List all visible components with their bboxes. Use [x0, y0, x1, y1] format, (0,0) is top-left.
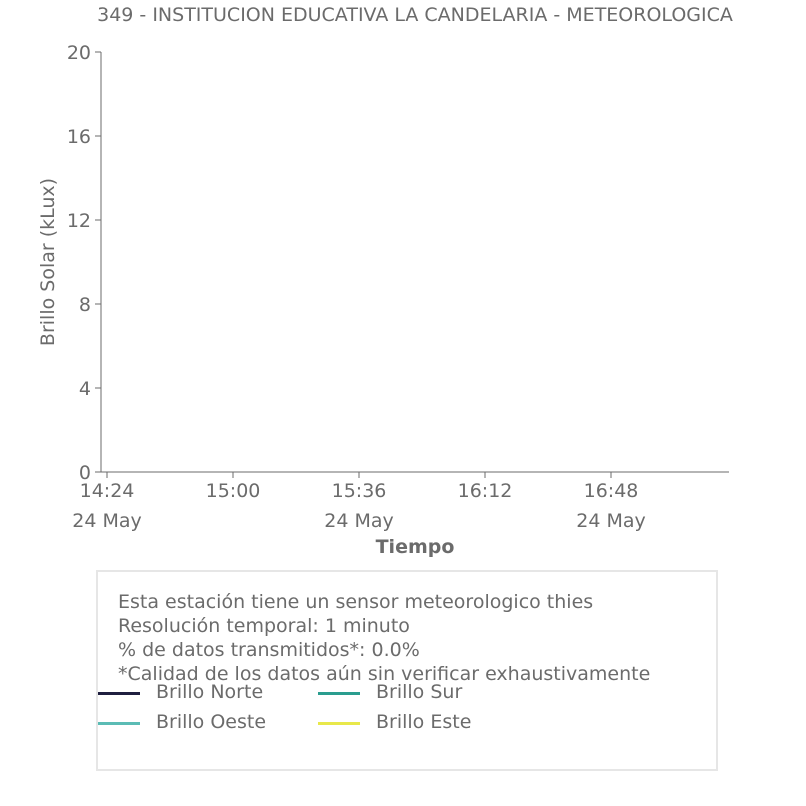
legend-swatch-sur: [318, 692, 360, 695]
legend-label-norte: Brillo Norte: [156, 681, 264, 703]
y-tick-label: 16: [66, 126, 91, 148]
x-tick-date-label: 24 May: [576, 510, 646, 532]
y-tick-label: 0: [78, 462, 91, 484]
chart-title: 349 - INSTITUCION EDUCATIVA LA CANDELARIA - METEOROLOGICA: [97, 4, 733, 26]
y-axis-label: Brillo Solar (kLux): [37, 177, 59, 347]
x-tick-label: 16:12: [457, 480, 513, 502]
legend-swatch-este: [318, 722, 360, 725]
legend-label-sur: Brillo Sur: [376, 681, 463, 703]
info-legend-box: [96, 570, 718, 771]
info-quality-text: *Calidad de los datos aún sin verificar exhaustivamente: [118, 663, 651, 685]
legend-swatch-oeste: [98, 722, 140, 725]
info-sensor-text: Esta estación tiene un sensor meteorologico thies: [118, 591, 594, 613]
legend-label-oeste: Brillo Oeste: [156, 711, 267, 733]
y-tick-label: 20: [66, 42, 91, 64]
x-tick-label: 15:00: [205, 480, 261, 502]
x-axis: [72, 472, 729, 532]
x-tick-label: 14:24: [79, 480, 135, 502]
x-tick-label: 15:36: [331, 480, 387, 502]
x-axis-label: Tiempo: [375, 536, 455, 558]
y-axis: [67, 42, 101, 484]
y-tick-label: 8: [78, 294, 91, 316]
info-transmitted-text: % de datos transmitidos*: 0.0%: [118, 639, 420, 661]
info-resolution-text: Resolución temporal: 1 minuto: [118, 615, 410, 637]
legend-label-este: Brillo Este: [376, 711, 472, 733]
x-tick-date-label: 24 May: [324, 510, 394, 532]
legend-swatch-norte: [98, 692, 140, 695]
x-tick-label: 16:48: [583, 480, 639, 502]
x-tick-date-label: 24 May: [72, 510, 142, 532]
y-tick-label: 12: [66, 210, 91, 232]
y-tick-label: 4: [78, 378, 91, 400]
